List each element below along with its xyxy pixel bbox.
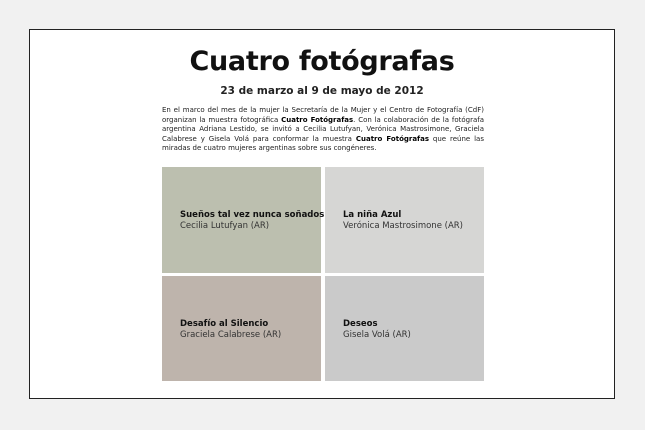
page-title: Cuatro fotógrafas	[189, 46, 455, 77]
works-grid	[162, 167, 485, 381]
work-title: La niña Azul	[343, 210, 402, 220]
intro-text-3: que reúne las miradas de cuatro mujeres argentinas sobre sus congéneres.	[162, 134, 484, 153]
work-author: Graciela Calabrese (AR)	[180, 330, 282, 340]
intro-bold-2: Cuatro Fotógrafas	[355, 134, 429, 143]
page-frame	[29, 29, 615, 399]
work-tile-desafio[interactable]	[162, 276, 321, 381]
exhibition-dates: 23 de marzo al 9 de mayo de 2012	[220, 85, 424, 97]
intro-bold-1: Cuatro Fotógrafas	[281, 115, 354, 124]
work-author: Verónica Mastrosimone (AR)	[343, 221, 463, 231]
work-tile-suenos[interactable]	[162, 167, 325, 273]
intro-text-1: En el marco del mes de la mujer la Secretaría de la Mujer y el Centro de Fotografía (CdF) organizan la muestra fotográfica	[162, 106, 484, 124]
work-title: Sueños tal vez nunca soñados	[180, 210, 325, 220]
work-title: Deseos	[343, 319, 378, 329]
intro-paragraph	[162, 106, 484, 154]
work-author: Cecilia Lutufyan (AR)	[180, 221, 270, 231]
work-tile-nina-azul[interactable]	[325, 167, 484, 273]
work-title: Desafío al Silencio	[180, 319, 269, 329]
work-tile-deseos[interactable]	[325, 276, 484, 381]
intro-text-2: . Con la colaboración de la fotógrafa argentina Adriana Lestido, se invitó a Cecilia Lutufyan, Verónica Mastrosimone, Graciela Calabrese y Gisela Volá para conformar la muestra	[162, 115, 484, 143]
work-author: Gisela Volá (AR)	[343, 330, 411, 340]
